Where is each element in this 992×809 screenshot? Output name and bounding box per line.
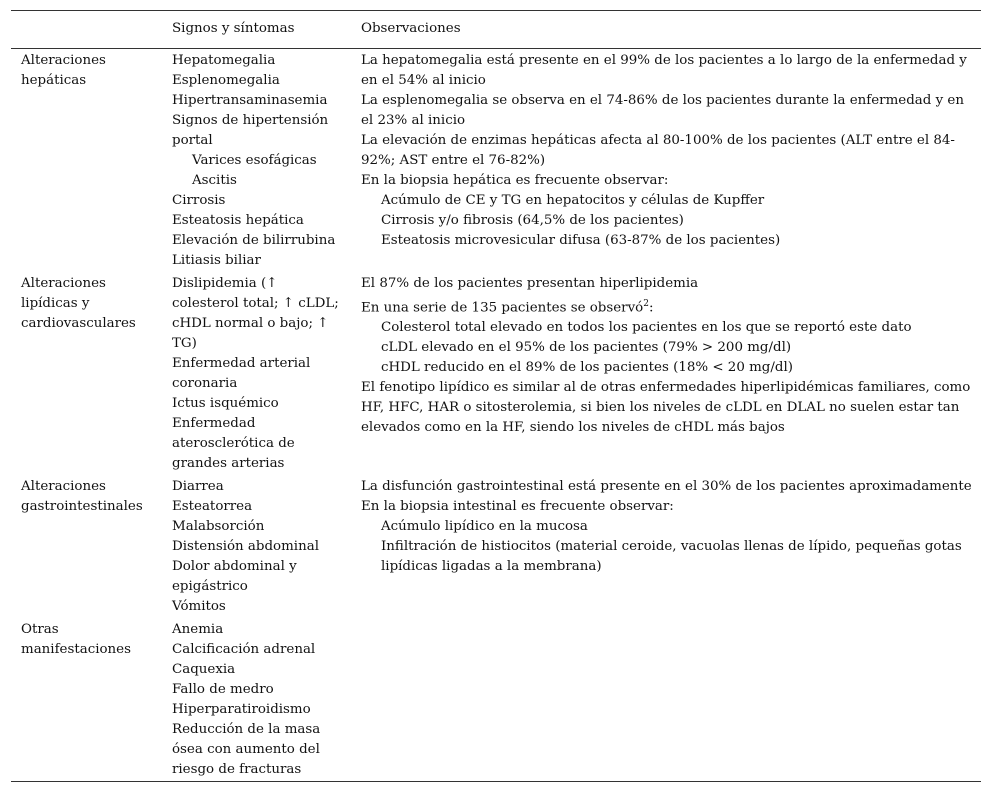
observation-item: [361, 318, 973, 338]
sign-item: Litiasis biliar: [172, 253, 261, 268]
table-body: [11, 49, 981, 782]
row-category: Alteraciones lipídicas y cardiovasculares: [21, 276, 136, 331]
sign-item: Signos de hipertensión portal: [172, 113, 329, 148]
observation-text: El fenotipo lipídico es similar al de otras enfermedades hiperlipidémicas familiares, como HF, HFC, HAR o sitosterolemia, si bien los niveles de cLDL en DLAL no suelen estar tan elevados como en la HF, siendo los niveles de cHDL más bajos: [361, 380, 971, 436]
sign-item: Hepatomegalia: [172, 53, 276, 68]
observation-text: El 87% de los pacientes presentan hiperlipidemia: [361, 276, 699, 291]
observation-item: [361, 91, 973, 131]
sign-item: Dolor abdominal y epigástrico: [172, 559, 297, 594]
reference-superscript: 2: [643, 299, 649, 309]
sign-item: Esplenomegalia: [172, 73, 280, 88]
row-category: Otras manifestaciones: [21, 622, 131, 657]
observation-item: [361, 211, 973, 231]
sign-item: Esteatosis hepática: [172, 213, 304, 228]
sign-item: Hipertransaminasemia: [172, 93, 328, 108]
sign-item: Diarrea: [172, 479, 224, 494]
sign-item: Enfermedad aterosclerótica de grandes arterias: [172, 416, 295, 471]
observation-item: [361, 191, 973, 211]
row-signs: [162, 618, 351, 782]
table-row: [11, 272, 981, 475]
row-category: Alteraciones hepáticas: [21, 53, 106, 88]
observation-item: [361, 537, 973, 577]
header-row: [11, 11, 981, 49]
row-observations: [351, 272, 981, 475]
sign-item: Vómitos: [172, 599, 226, 614]
observation-text: La hepatomegalia está presente en el 99% de los pacientes a lo largo de la enfermedad y en el 54% al inicio: [361, 53, 967, 88]
observation-text: Esteatosis microvesicular difusa (63-87% de los pacientes): [381, 233, 781, 248]
row-category: Alteraciones gastrointestinales: [21, 479, 143, 514]
observation-text: En una serie de 135 pacientes se observó: [361, 300, 644, 316]
observation-suffix: :: [648, 300, 654, 316]
row-observations: [351, 49, 981, 273]
observation-item: [361, 477, 973, 497]
observation-text: La esplenomegalia se observa en el 74-86% de los pacientes durante la enfermedad y en el 23% al inicio: [361, 93, 964, 128]
sign-item: Caquexia: [172, 662, 236, 677]
observation-item: [361, 231, 973, 251]
table-row: [11, 618, 981, 782]
sign-item: Elevación de bilirrubina: [172, 233, 336, 248]
sign-item: Calcificación adrenal: [172, 642, 316, 657]
observation-item: [361, 51, 973, 91]
observation-text: Acúmulo lipídico en la mucosa: [381, 519, 588, 534]
observation-item: [361, 338, 973, 358]
observation-item: [361, 378, 973, 438]
sign-item: Reducción de la masa ósea con aumento del riesgo de fracturas: [172, 722, 321, 777]
observation-text: En la biopsia hepática es frecuente observar:: [361, 173, 669, 188]
sign-item: Distensión abdominal: [172, 539, 319, 554]
observation-text: Acúmulo de CE y TG en hepatocitos y células de Kupffer: [381, 193, 765, 208]
row-observations: [351, 618, 981, 782]
sign-item: Ascitis: [192, 173, 237, 188]
observation-item: [361, 358, 973, 378]
sign-item: Cirrosis: [172, 193, 226, 208]
sign-item: Enfermedad arterial coronaria: [172, 356, 311, 391]
observation-text: En la biopsia intestinal es frecuente observar:: [361, 499, 674, 514]
row-signs: [162, 272, 351, 475]
sign-item: Malabsorción: [172, 519, 265, 534]
observation-item: [361, 294, 973, 318]
row-observations: [351, 475, 981, 618]
observation-text: La disfunción gastrointestinal está presente en el 30% de los pacientes aproximadamente: [361, 479, 972, 494]
table-row: [11, 475, 981, 618]
header-signs: Signos y síntomas: [172, 21, 295, 36]
observation-item: [361, 131, 973, 171]
observation-text: Cirrosis y/o fibrosis (64,5% de los pacientes): [381, 213, 684, 228]
sign-item: Esteatorrea: [172, 499, 253, 514]
observation-text: cLDL elevado en el 95% de los pacientes (79% > 200 mg/dl): [381, 340, 792, 356]
header-observations: Observaciones: [361, 21, 461, 36]
sign-item: Dislipidemia (↑ colesterol total; ↑ cLDL; cHDL normal o bajo; ↑ TG): [172, 276, 339, 351]
row-signs: [162, 475, 351, 618]
observation-item: [361, 171, 973, 191]
observation-text: Colesterol total elevado en todos los pacientes en los que se reportó este dato: [381, 320, 912, 336]
sign-item: Hiperparatiroidismo: [172, 702, 311, 717]
observation-text: Infiltración de histiocitos (material ceroide, vacuolas llenas de lípido, pequeñas gotas lipídicas ligadas a la membrana): [381, 539, 962, 574]
observation-item: [361, 274, 973, 294]
observation-text: La elevación de enzimas hepáticas afecta al 80-100% de los pacientes (ALT entre el 84-92%; AST entre el 76-82%): [361, 133, 955, 168]
sign-item: Ictus isquémico: [172, 396, 279, 411]
header-category: [11, 11, 162, 49]
row-signs: [162, 49, 351, 273]
observation-item: [361, 517, 973, 537]
sign-item: Anemia: [172, 622, 224, 637]
table-row: [11, 49, 981, 273]
observation-item: [361, 497, 973, 517]
sign-item: Fallo de medro: [172, 682, 274, 697]
clinical-table: [11, 10, 981, 782]
sign-item: Varices esofágicas: [192, 153, 317, 168]
observation-text: cHDL reducido en el 89% de los pacientes (18% < 20 mg/dl): [381, 360, 793, 376]
